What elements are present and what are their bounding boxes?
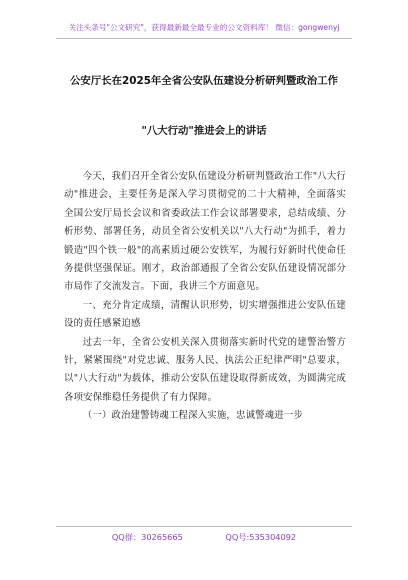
body-paragraph-review: 过去一年，全省公安机关深入贯彻落实新时代党的建警治警方针，紧紧围绕"对党忠诚、服务人民、执法公正纪律严明"总要求，以"八大行动"为载体，推动公安队伍建设取得新成效，为圆满完成各项安保维稳任务提供了有力保障。	[64, 336, 346, 403]
header-promo-text: 关注头条号"公文研究"，获得最新最全最专业的公文资料库！ 微信：gongwenyj	[68, 23, 340, 32]
document-title-line-2: "八大行动"推进会上的讲话	[141, 125, 267, 137]
document-body	[64, 168, 346, 426]
document-title-line-1: 公安厅长在2025年全省公安队伍建设分析研判暨政治工作	[70, 75, 338, 87]
body-paragraph-intro: 今天，我们召开全省公安队伍建设分析研判暨政治工作"八大行动"推进会，主要任务是深入学习贯彻党的二十大精神，全面落实全国公安厅局长会议和省委政法工作会议部署要求，总结成绩、分析形势、部署任务，动员全省公安机关以"八大行动"为抓手，着力锻造"四个铁一般"的高素质过硬公安铁军，为履行好新时代使命任务提供坚强保证。刚才，政治部通报了全省公安队伍建设情况部分市局作了交流发言。下面，我讲三个方面意见。	[64, 171, 346, 293]
footer-divider	[56, 526, 352, 527]
header-divider	[56, 38, 352, 39]
footer-qq-group: QQ群：30265665	[111, 532, 183, 542]
footer-contact	[0, 532, 408, 543]
body-subheading-1: （一）政治建警铸魂工程深入实施，忠诚警魂进一步	[82, 410, 304, 422]
footer-qq-number: QQ号:535304092	[225, 532, 297, 542]
body-heading-section-1: 一、充分肯定成绩，清醒认识形势，切实增强推进公安队伍建设的责任感紧迫感	[64, 299, 346, 330]
